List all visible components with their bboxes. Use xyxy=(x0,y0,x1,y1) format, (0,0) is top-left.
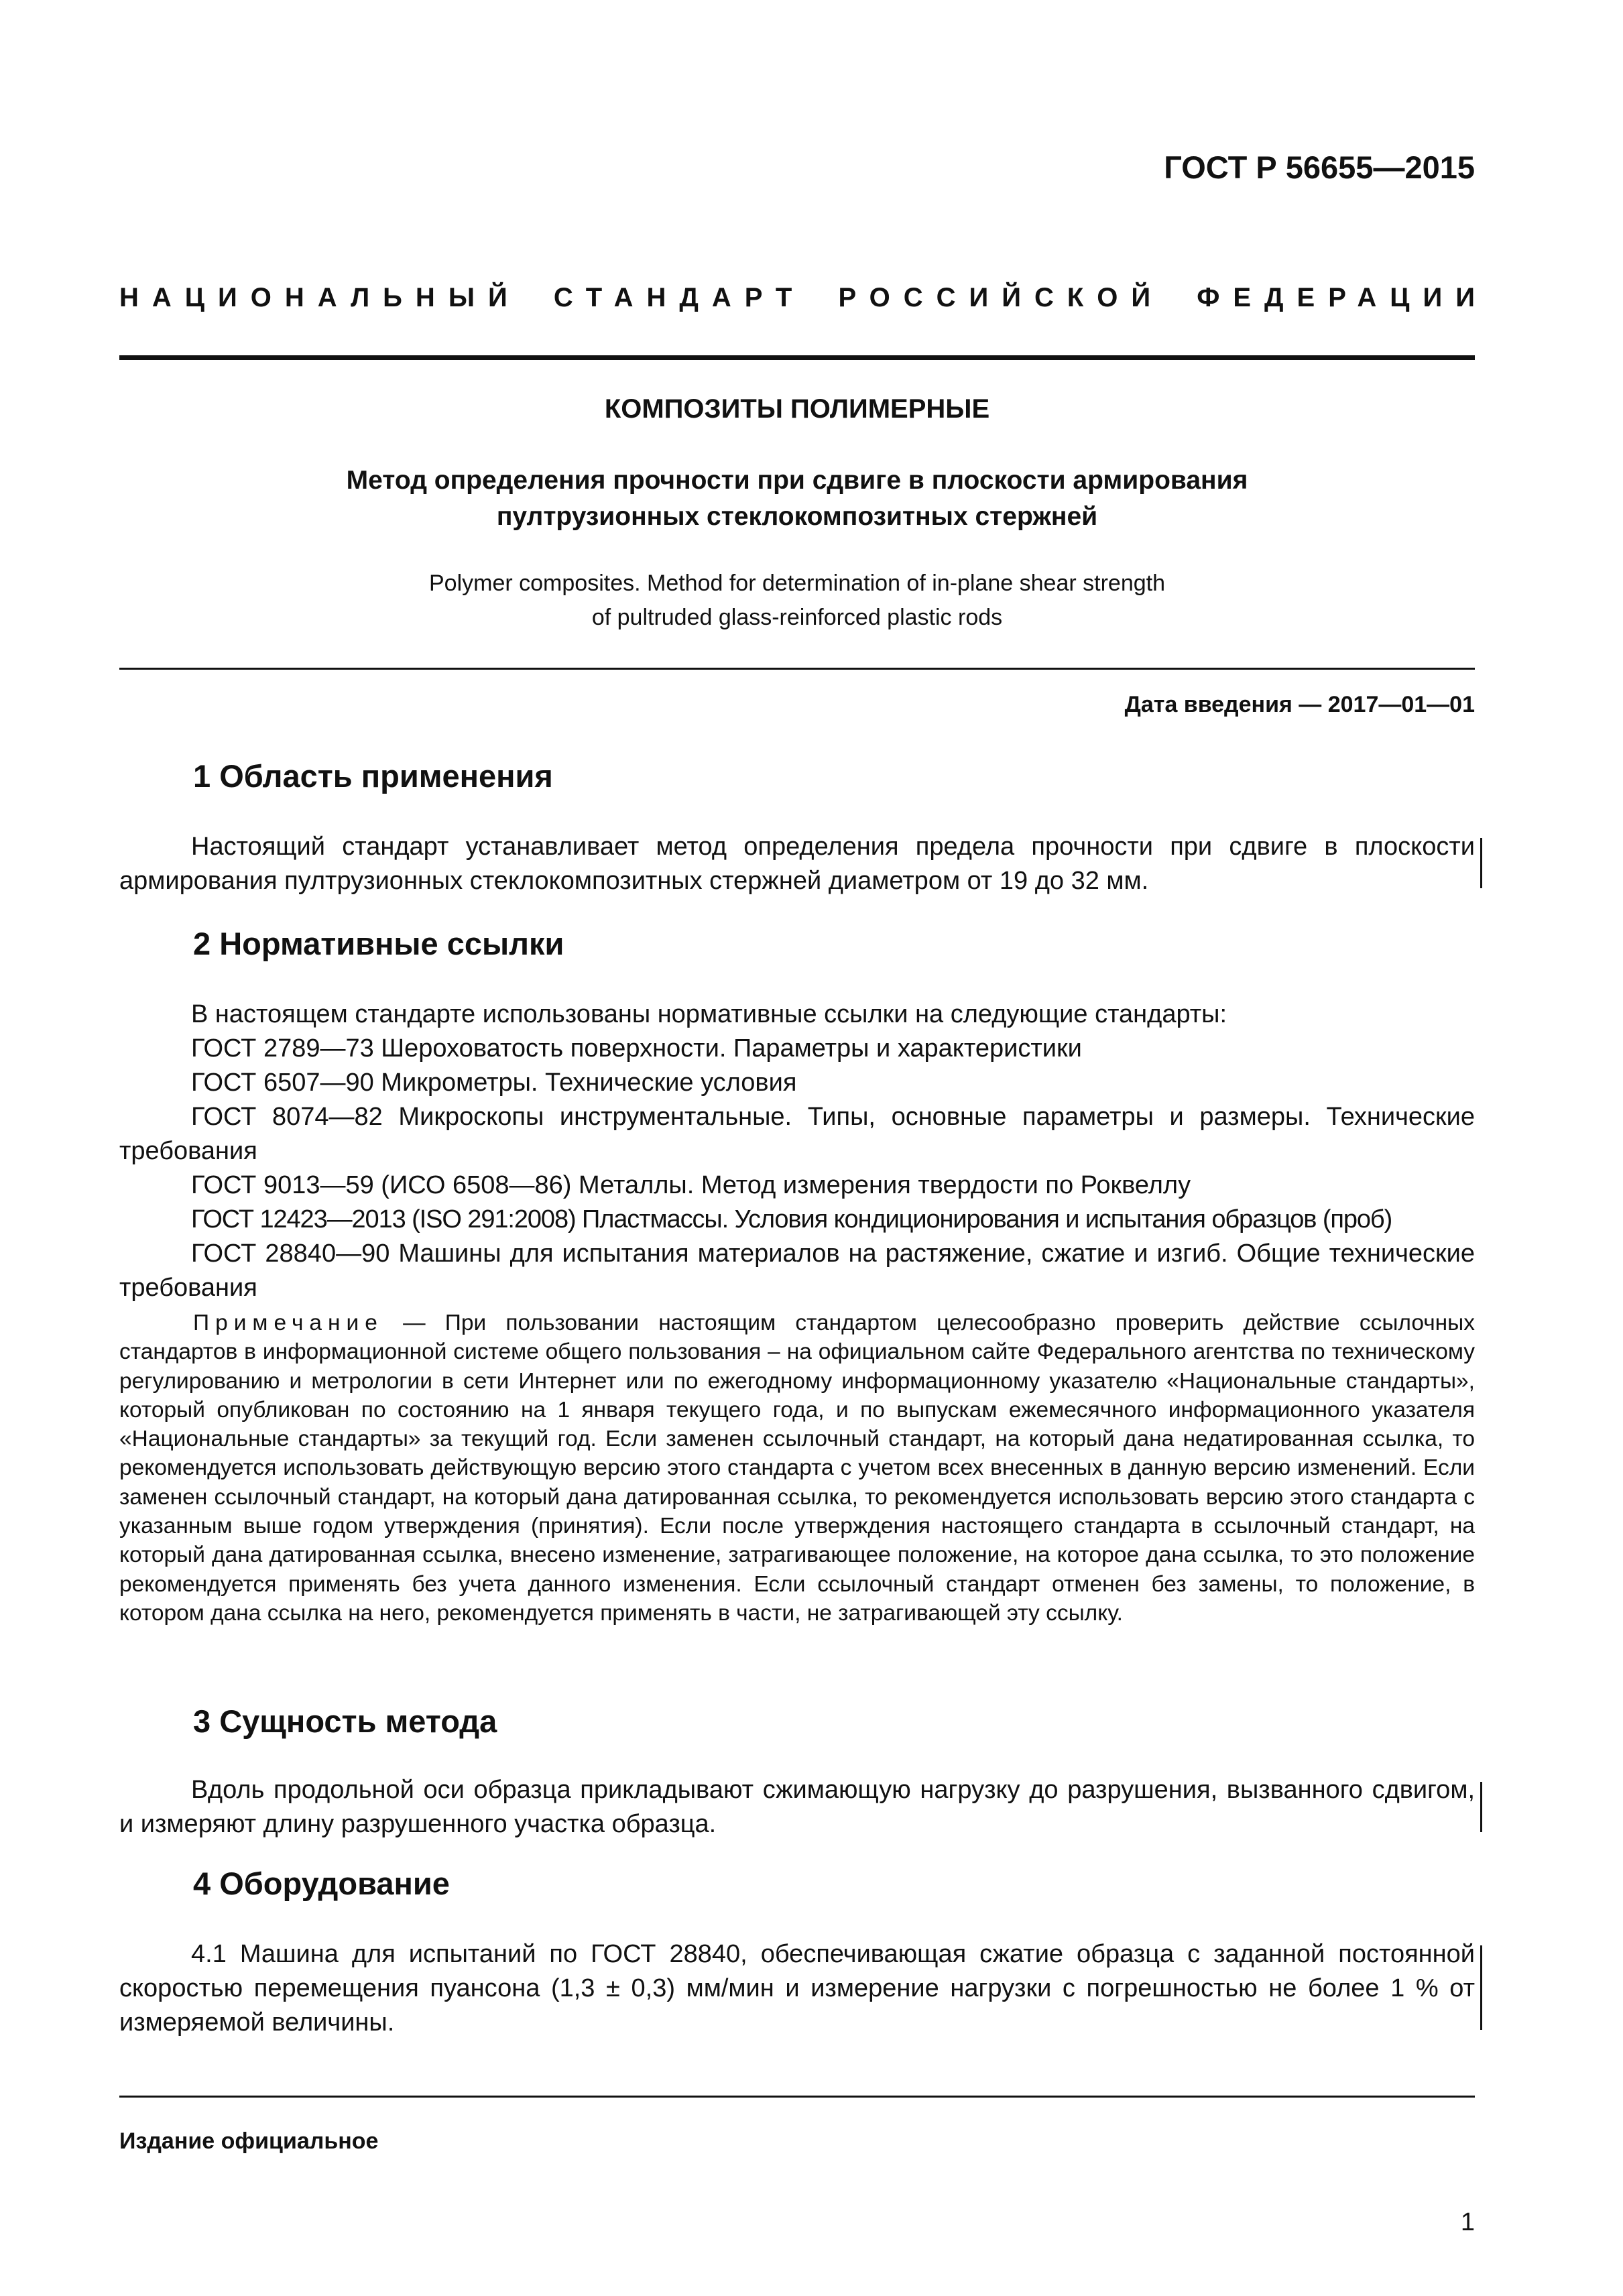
section-4-heading: 4 Оборудование xyxy=(193,1866,450,1901)
title-rule xyxy=(119,668,1475,670)
section-4-text xyxy=(119,1937,1475,2040)
official-edition-label: Издание официальное xyxy=(119,2128,379,2154)
subtitle-line: Метод определения прочности при сдвиге в плоскости армирования xyxy=(346,466,1248,495)
section-3-heading: 3 Сущность метода xyxy=(193,1703,497,1739)
english-title-line: of pultruded glass-reinforced plastic rods xyxy=(591,605,1003,630)
header-rule xyxy=(119,355,1475,360)
section-1-text-content: Настоящий стандарт устанавливает метод определения предела прочности при сдвиге в плоскости армирования пултрузионных стеклокомпозитных стержней диаметром от 19 до 32 мм. xyxy=(119,833,1475,895)
english-title xyxy=(119,566,1475,635)
section-2-intro: В настоящем стандарте использованы нормативные ссылки на следующие стандарты: xyxy=(191,1000,1227,1028)
english-title-line: Polymer composites. Method for determination of in-plane shear strength xyxy=(429,570,1165,596)
banner-word: НАЦИОНАЛЬНЫЙ xyxy=(119,283,521,312)
document-subtitle xyxy=(119,463,1475,535)
reference-item: ГОСТ 6507—90 Микрометры. Технические условия xyxy=(191,1069,797,1097)
note-block xyxy=(119,1309,1475,1628)
reference-item: ГОСТ 12423—2013 (ISO 291:2008) Пластмассы. Условия кондиционирования и испытания образцов (проб) xyxy=(191,1205,1392,1233)
reference-item: ГОСТ 2789—73 Шероховатость поверхности. Параметры и характеристики xyxy=(191,1034,1082,1063)
banner-word: ФЕДЕРАЦИИ xyxy=(1197,283,1488,312)
standard-code: ГОСТ Р 56655—2015 xyxy=(1164,149,1475,185)
introduction-date: Дата введения — 2017—01—01 xyxy=(1124,692,1475,717)
subtitle-line: пултрузионных стеклокомпозитных стержней xyxy=(496,502,1098,531)
footer-rule xyxy=(119,2096,1475,2098)
change-bar xyxy=(1480,1782,1482,1832)
section-4-text-content: 4.1 Машина для испытаний по ГОСТ 28840, обеспечивающая сжатие образца с заданной постоянной скоростью перемещения пуансона (1,3 ± 0,3) мм/мин и измерение нагрузки с погрешностью не более 1 % от измеряемой величины. xyxy=(119,1940,1475,2037)
section-3-text xyxy=(119,1773,1475,1841)
section-1-heading: 1 Область применения xyxy=(193,758,553,794)
document-title: КОМПОЗИТЫ ПОЛИМЕРНЫЕ xyxy=(604,394,990,424)
section-2-heading: 2 Нормативные ссылки xyxy=(193,926,564,961)
page-number: 1 xyxy=(1460,2208,1475,2236)
reference-item-text: ГОСТ 28840—90 Машины для испытания материалов на растяжение, сжатие и изгиб. Общие технические требования xyxy=(119,1240,1475,1302)
change-bar xyxy=(1480,838,1482,888)
change-bar xyxy=(1480,1945,1482,2030)
reference-item xyxy=(119,1237,1475,1305)
banner-word: СТАНДАРТ xyxy=(553,283,806,312)
reference-item: ГОСТ 9013—59 (ИСО 6508—86) Металлы. Метод измерения твердости по Роквеллу xyxy=(191,1171,1191,1199)
note-label: Примечание xyxy=(193,1311,383,1335)
national-standard-banner xyxy=(119,283,1488,313)
banner-word: РОССИЙСКОЙ xyxy=(838,283,1164,312)
note-text: — При пользовании настоящим стандартом целесообразно проверить действие ссылочных стандартов в информационной системе общего пользования – на официальном сайте Федерального агентства по техническому регулированию и метрологии в сети Интернет или по ежегодному информационному указателю «Национальные стандарты», который опубликован по состоянию на 1 января текущего года, и по выпускам ежемесячного информационного указателя «Национальные стандарты» за текущий год. Если заменен ссылочный стандарт, на который дана недатированная ссылка, то рекомендуется использовать действующую версию этого стандарта с учетом всех внесенных в данную версию изменений. Если заменен ссылочный стандарт, на который дана датированная ссылка, то рекомендуется использовать версию этого стандарта с указанным выше годом утверждения (принятия). Если после утверждения настоящего стандарта в ссылочный стандарт, на который дана датированная ссылка, внесено изменение, затрагивающее положение, на которое дана ссылка, то это положение рекомендуется применять без учета данного изменения. Если ссылочный стандарт отменен без замены, то положение, в котором дана ссылка на него, рекомендуется применять в части, не затрагивающей эту ссылку. xyxy=(119,1311,1475,1626)
reference-item xyxy=(119,1100,1475,1168)
reference-item-text: ГОСТ 8074—82 Микроскопы инструментальные. Типы, основные параметры и размеры. Технические требования xyxy=(119,1103,1475,1165)
section-3-text-content: Вдоль продольной оси образца прикладывают сжимающую нагрузку до разрушения, вызванного сдвигом, и измеряют длину разрушенного участка образца. xyxy=(119,1776,1475,1838)
section-1-text xyxy=(119,830,1475,898)
